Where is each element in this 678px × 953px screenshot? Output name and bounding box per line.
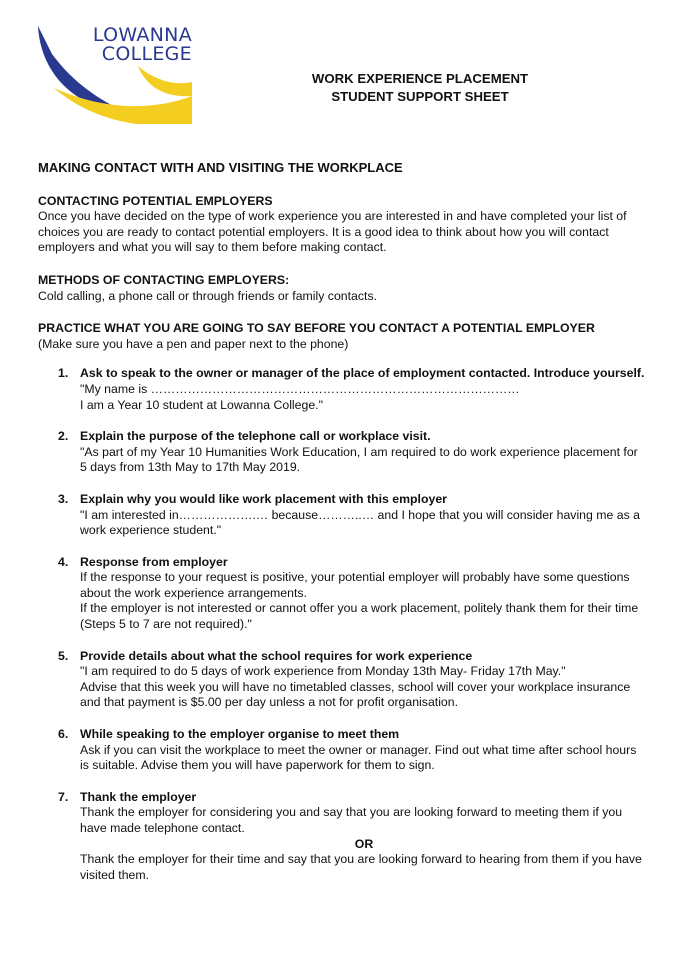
step-line: If the response to your request is positive, your potential employer will probably have some questions about the work experience arrangements. xyxy=(80,570,630,600)
or-divider: OR xyxy=(354,836,374,851)
step-2 xyxy=(38,429,648,476)
contacting-section xyxy=(38,194,648,256)
step-title: Response from employer xyxy=(80,554,228,569)
step-7 xyxy=(38,790,648,884)
page-title-line-2: STUDENT SUPPORT SHEET xyxy=(331,89,509,104)
step-number: 2. xyxy=(58,429,69,444)
logo-line-2: COLLEGE xyxy=(101,43,192,65)
step-line: Advise that this week you will have no timetabled classes, school will cover your workplace insurance and that payment is $5.00 per day unless a not for profit organisation. xyxy=(80,679,631,710)
step-line: Thank the employer for their time and say that you are looking forward to hearing from them if you have visited them. xyxy=(80,852,642,882)
step-title: Explain why you would like work placement with this employer xyxy=(80,491,447,506)
step-4 xyxy=(38,555,648,633)
methods-heading: METHODS OF CONTACTING EMPLOYERS: xyxy=(38,272,290,287)
step-line: "My name is ……………………………………………………………………………… xyxy=(80,381,520,396)
practice-heading: PRACTICE WHAT YOU ARE GOING TO SAY BEFORE YOU CONTACT A POTENTIAL EMPLOYER xyxy=(38,321,595,336)
contacting-body: Once you have decided on the type of work experience you are interested in and have completed your list of choices you are ready to contact potential employers. It is a good idea to think about how you will contact employers and what you will say to them before making contact. xyxy=(38,209,627,255)
step-line: I am a Year 10 student at Lowanna College." xyxy=(80,397,323,412)
step-number: 7. xyxy=(58,789,69,804)
page-title-line-1: WORK EXPERIENCE PLACEMENT xyxy=(311,71,529,86)
step-line: "As part of my Year 10 Humanities Work Education, I am required to do work experience placement for 5 days from 13th May to 17th May 2019. xyxy=(80,444,638,475)
section-heading: MAKING CONTACT WITH AND VISITING THE WORKPLACE xyxy=(38,160,403,175)
step-line: Thank the employer for considering you and say that you are looking forward to meeting them if you have made telephone contact. xyxy=(80,805,623,835)
step-1 xyxy=(38,366,648,413)
step-line: "I am required to do 5 days of work experience from Monday 13th May- Friday 17th May." xyxy=(80,664,566,679)
step-5 xyxy=(38,649,648,711)
step-title: Provide details about what the school requires for work experience xyxy=(80,648,473,663)
practice-note: (Make sure you have a pen and paper next to the phone) xyxy=(38,336,349,351)
step-title: Ask to speak to the owner or manager of the place of employment contacted. Introduce yourself. xyxy=(80,366,645,381)
steps-list xyxy=(38,366,648,883)
page-title xyxy=(280,70,560,106)
contacting-heading: CONTACTING POTENTIAL EMPLOYERS xyxy=(38,193,273,208)
step-number: 1. xyxy=(58,366,69,381)
practice-section xyxy=(38,321,648,352)
step-number: 6. xyxy=(58,727,69,742)
step-3 xyxy=(38,492,648,539)
step-number: 3. xyxy=(58,491,69,506)
step-title: Thank the employer xyxy=(80,789,197,804)
logo-line-1: LOWANNA xyxy=(92,24,192,46)
methods-section xyxy=(38,273,648,304)
step-title: Explain the purpose of the telephone call or workplace visit. xyxy=(80,429,431,444)
step-title: While speaking to the employer organise to meet them xyxy=(80,727,400,742)
step-line: If the employer is not interested or cannot offer you a work placement, politely thank them for their time (Steps 5 to 7 are not required)." xyxy=(80,601,639,632)
step-number: 4. xyxy=(58,554,69,569)
methods-body: Cold calling, a phone call or through friends or family contacts. xyxy=(38,288,378,303)
step-line: Ask if you can visit the workplace to meet the owner or manager. Find out what time after school hours is suitable. Advise them you will have paperwork for them to sign. xyxy=(80,742,637,773)
step-6 xyxy=(38,727,648,774)
document-body xyxy=(38,160,648,899)
step-number: 5. xyxy=(58,648,69,663)
logo-wordmark xyxy=(88,26,192,64)
college-logo xyxy=(34,24,194,124)
step-line: "I am interested in……………….… because………..… and I hope that you will consider having me as a work experience student." xyxy=(80,507,641,538)
